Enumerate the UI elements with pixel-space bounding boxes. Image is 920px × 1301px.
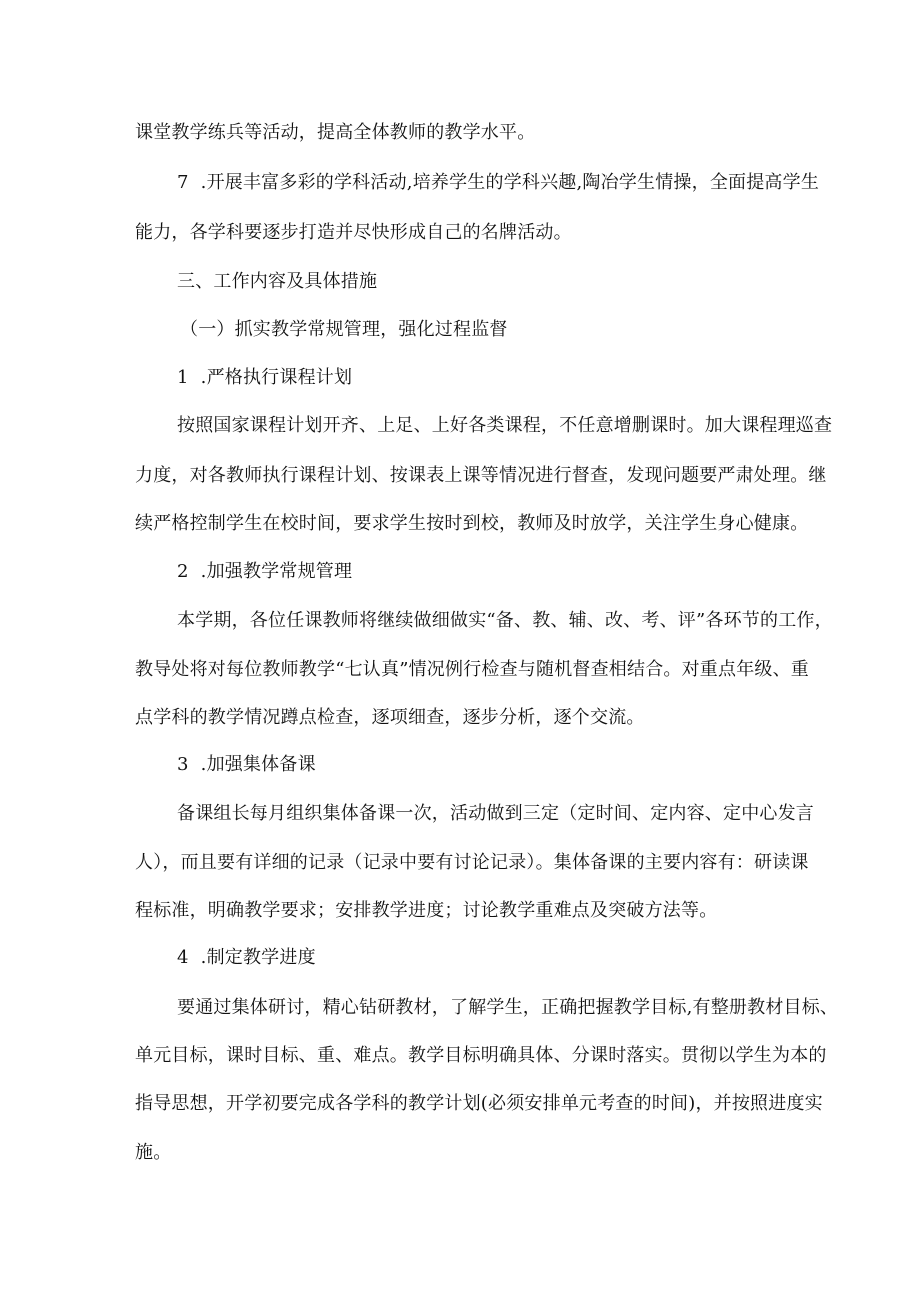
- list-text: .严格执行课程计划: [200, 367, 353, 388]
- list-text: .加强集体备课: [200, 754, 316, 775]
- paragraph-line: 备课组长每月组织集体备课一次，活动做到三定（定时间、定内容、定中心发言: [177, 803, 814, 824]
- list-item-2-title: [177, 560, 352, 584]
- list-item-4-title: [177, 946, 316, 970]
- list-number: 3: [177, 754, 189, 775]
- list-item-3-title: [177, 753, 316, 777]
- list-text: .加强教学常规管理: [200, 561, 353, 582]
- list-item-1-title: [177, 366, 352, 390]
- list-text: .制定教学进度: [200, 947, 316, 968]
- paragraph-line: 本学期，各位任课教师将继续做细做实“备、教、辅、改、考、评”各环节的工作，: [177, 610, 833, 631]
- list-number: 1: [177, 367, 189, 388]
- paragraph-line: 点学科的教学情况蹲点检查，逐项细查，逐步分析，逐个交流。: [135, 707, 645, 728]
- paragraph-line: 力度，对各教师执行课程计划、按课表上课等情况进行督查，发现问题要严肃处理。继: [135, 465, 827, 486]
- paragraph-line: 能力，各学科要逐步打造并尽快形成自己的名牌活动。: [135, 222, 572, 243]
- paragraph-line: 要通过集体研讨，精心钻研教材，了解学生，正确把握教学目标,有整册教材目标、: [177, 997, 839, 1018]
- list-text: .开展丰富多彩的学科活动,培养学生的学科兴趣,陶冶学生情操，全面提高学生: [200, 172, 820, 193]
- list-item-7-line: [177, 171, 819, 195]
- paragraph-line: 指导思想，开学初要完成各学科的教学计划(必须安排单元考查的时间)，并按照进度实: [135, 1093, 823, 1114]
- list-number: 2: [177, 561, 189, 582]
- paragraph-line: 教导处将对每位教师教学“七认真”情况例行检查与随机督查相结合。对重点年级、重: [135, 659, 810, 680]
- paragraph-line: 按照国家课程计划开齐、上足、上好各类课程，不任意增删课时。加大课程理巡查: [177, 415, 833, 436]
- list-number: 4: [177, 947, 189, 968]
- paragraph-line: 人），而且要有详细的记录（记录中要有讨论记录）。集体备课的主要内容有：研读课: [135, 852, 809, 873]
- subsection-heading: （一）抓实教学常规管理，强化过程监督: [180, 319, 508, 340]
- paragraph-line: 单元目标，课时目标、重、难点。教学目标明确具体、分课时落实。贯彻以学生为本的: [135, 1045, 827, 1066]
- paragraph-line: 课堂教学练兵等活动，提高全体教师的教学水平。: [135, 122, 536, 143]
- paragraph-line: 续严格控制学生在校时间，要求学生按时到校，教师及时放学，关注学生身心健康。: [135, 513, 809, 534]
- paragraph-line: 施。: [135, 1142, 172, 1163]
- section-heading: 三、工作内容及具体措施: [177, 271, 378, 292]
- list-number: 7: [177, 172, 189, 193]
- paragraph-line: 程标准，明确教学要求；安排教学进度；讨论教学重难点及突破方法等。: [135, 900, 718, 921]
